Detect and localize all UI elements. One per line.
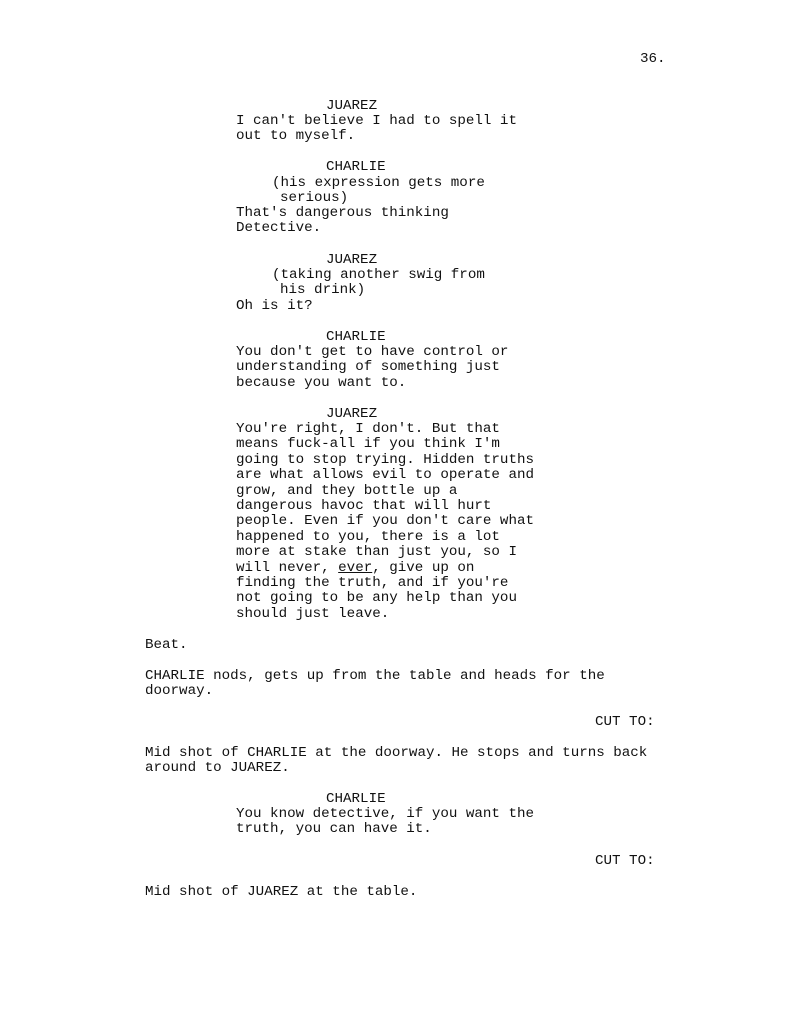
action-block — [145, 669, 605, 700]
dialogue-line: Detective. — [236, 220, 322, 237]
character-name: CHARLIE — [326, 791, 386, 807]
character-name: JUAREZ — [326, 98, 378, 114]
dialogue-line: going to stop trying. Hidden truths — [236, 451, 534, 468]
action-line: CHARLIE nods, gets up from the table and heads for the — [145, 668, 605, 684]
dialogue-line: That's dangerous thinking — [236, 205, 449, 221]
dialogue-line: finding the truth, and if you're — [236, 574, 509, 591]
dialogue-line: not going to be any help than you — [236, 590, 517, 607]
parenthetical: (taking another swig from — [272, 267, 485, 283]
dialogue-line: people. Even if you don't care what — [236, 513, 534, 530]
page-number: 36. — [640, 51, 666, 67]
emphasis-text: ever — [338, 559, 373, 576]
dialogue-line: You don't get to have control or — [236, 344, 509, 360]
dialogue-line: means fuck-all if you think I'm — [236, 436, 500, 453]
action-block — [145, 746, 647, 777]
action-line: Mid shot of JUAREZ at the table. — [145, 884, 418, 900]
dialogue-line: out to myself. — [236, 128, 356, 145]
parenthetical: (his expression gets more — [272, 175, 485, 191]
dialogue-text: will never, — [236, 559, 339, 576]
dialogue-line: You know detective, if you want the — [236, 806, 534, 822]
dialogue-line: grow, and they bottle up a — [236, 482, 458, 499]
dialogue-line: are what allows evil to operate and — [236, 467, 534, 484]
dialogue-block — [236, 206, 449, 237]
character-name: CHARLIE — [326, 159, 386, 175]
dialogue-line: Oh is it? — [236, 298, 313, 314]
dialogue-line: truth, you can have it. — [236, 821, 432, 838]
dialogue-line: understanding of something just — [236, 359, 500, 376]
action-line: around to JUAREZ. — [145, 760, 290, 777]
dialogue-block — [236, 422, 534, 622]
transition: CUT TO: — [595, 853, 655, 869]
dialogue-block — [236, 807, 534, 838]
action-line: Mid shot of CHARLIE at the doorway. He stops and turns back — [145, 745, 648, 761]
character-name: JUAREZ — [326, 406, 378, 422]
dialogue-line: because you want to. — [236, 374, 407, 391]
parenthetical: serious) — [280, 190, 349, 206]
dialogue-block — [236, 114, 517, 145]
action-line: doorway. — [145, 683, 214, 700]
dialogue-line: dangerous havoc that will hurt — [236, 497, 492, 514]
transition: CUT TO: — [595, 714, 655, 730]
action-line: Beat. — [145, 637, 188, 653]
dialogue-line: more at stake than just you, so I — [236, 544, 517, 561]
dialogue-line: should just leave. — [236, 605, 390, 622]
character-name: CHARLIE — [326, 329, 386, 345]
dialogue-block — [236, 345, 508, 391]
dialogue-line: You're right, I don't. But that — [236, 421, 500, 437]
parenthetical: his drink) — [280, 282, 366, 298]
dialogue-line — [236, 561, 534, 576]
dialogue-line: happened to you, there is a lot — [236, 528, 500, 545]
character-name: JUAREZ — [326, 252, 378, 268]
dialogue-line: I can't believe I had to spell it — [236, 113, 517, 129]
dialogue-text: , give up on — [372, 559, 475, 576]
